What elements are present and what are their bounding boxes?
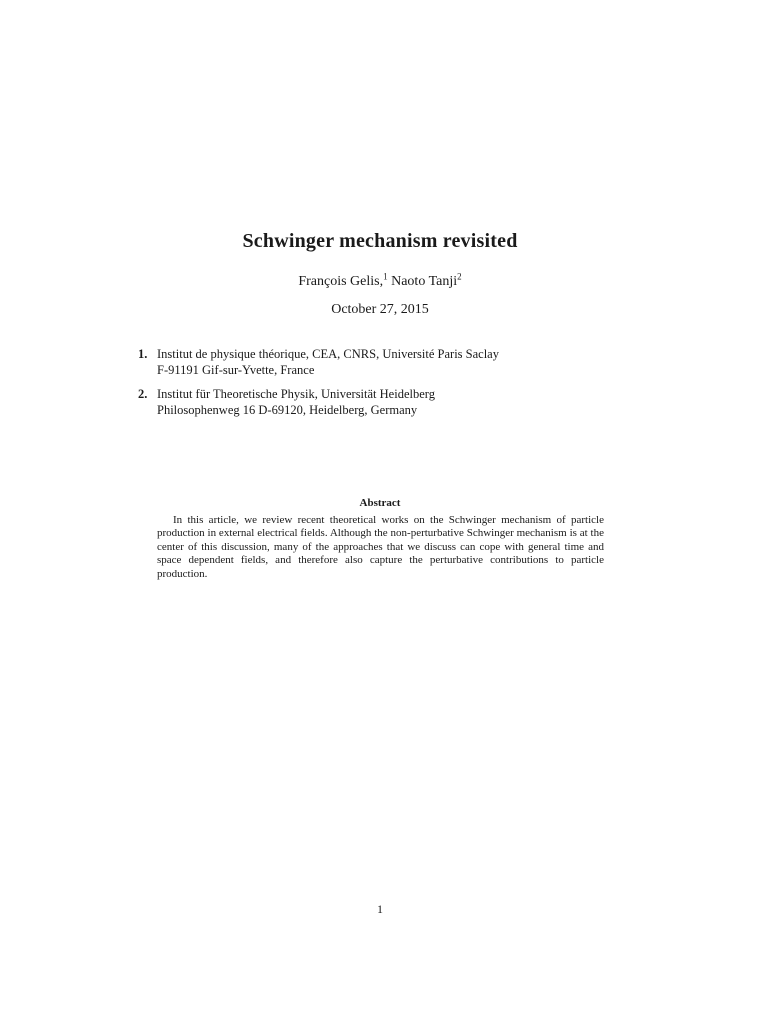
affiliation-mark: 1 [383, 271, 388, 282]
affiliation-line: F-91191 Gif-sur-Yvette, France [157, 363, 315, 377]
affiliation-list [138, 346, 628, 426]
paper-title: Schwinger mechanism revisited [242, 230, 518, 252]
author-name: François Gelis, [298, 274, 384, 289]
affiliation-address [157, 386, 435, 418]
author-name: Naoto Tanji [391, 274, 458, 289]
author-list [0, 271, 760, 290]
affiliation-line: Institut de physique théorique, CEA, CNRS, Université Paris Saclay [157, 347, 499, 361]
paper-date: October 27, 2015 [331, 302, 429, 317]
affiliation-item [138, 386, 628, 418]
affiliation-mark: 2 [457, 271, 462, 282]
affiliation-address [157, 346, 499, 378]
abstract-heading: Abstract [359, 497, 401, 509]
abstract-text: In this article, we review recent theoretical works on the Schwinger mechanism of particle production in external electrical fields. Although the non-perturbative Schwinger mechanism is at the center of this discussion, many of the approaches that we discuss can cope with general time and space dependent fields, and therefore also capture the perturbative contributions to particle production. [157, 514, 604, 580]
affiliation-item [138, 346, 628, 378]
affiliation-line: Philosophenweg 16 D-69120, Heidelberg, Germany [157, 403, 418, 417]
affiliation-line: Institut für Theoretische Physik, Universität Heidelberg [157, 387, 435, 401]
page-number: 1 [377, 902, 383, 916]
affiliation-number: 2. [138, 387, 148, 401]
affiliation-number: 1. [138, 347, 148, 361]
